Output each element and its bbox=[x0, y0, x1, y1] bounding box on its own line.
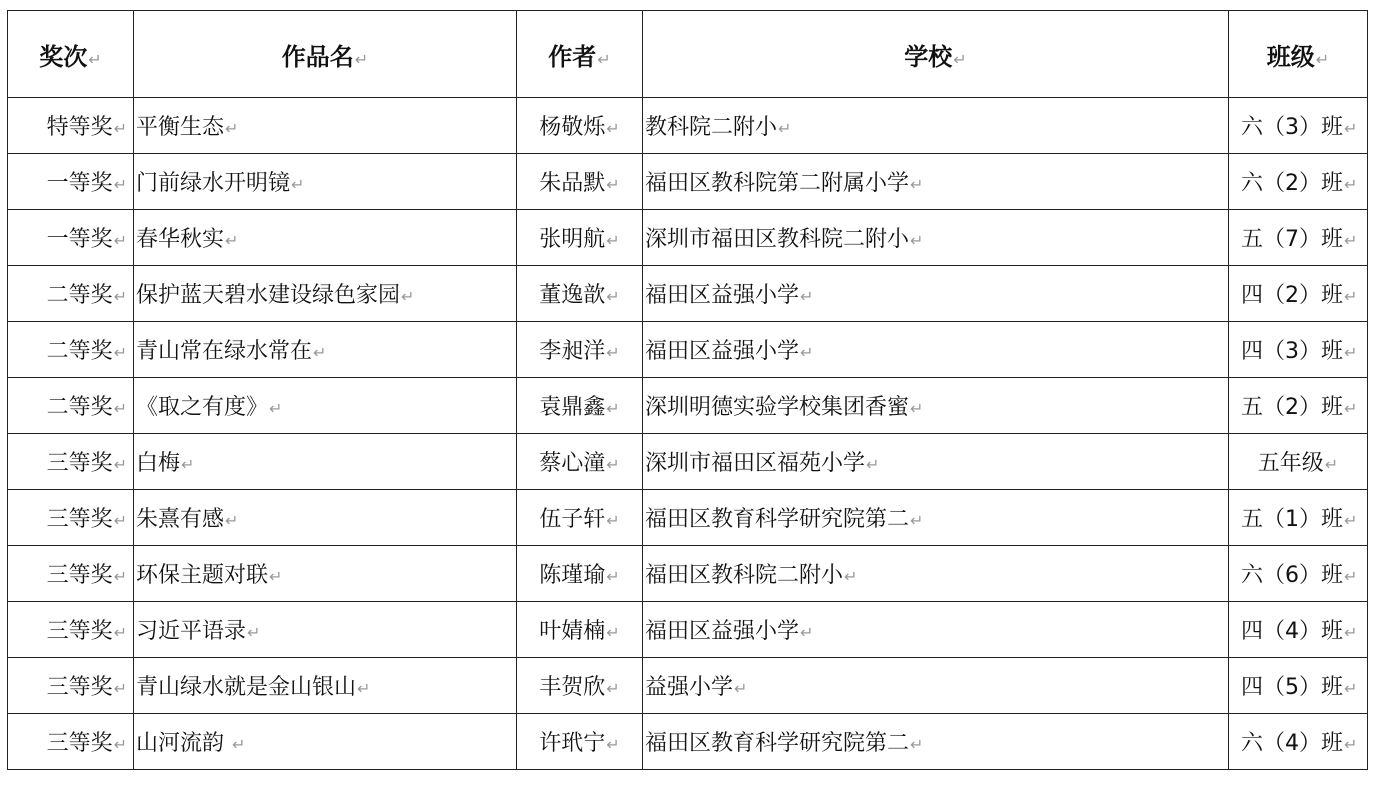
paragraph-mark-icon: ↵ bbox=[800, 287, 814, 306]
cell-award: 一等奖↵ bbox=[8, 210, 134, 266]
paragraph-mark-icon: ↵ bbox=[606, 567, 620, 586]
cell-school: 福田区教科院二附小↵ bbox=[643, 546, 1229, 602]
paragraph-mark-icon: ↵ bbox=[232, 735, 246, 754]
paragraph-mark-icon: ↵ bbox=[113, 399, 127, 418]
paragraph-mark-icon: ↵ bbox=[606, 175, 620, 194]
paragraph-mark-icon: ↵ bbox=[606, 287, 620, 306]
cell-class: 四（4）班↵ bbox=[1229, 602, 1368, 658]
header-award: 奖次↵ bbox=[8, 11, 134, 98]
cell-class: 六（3）班↵ bbox=[1229, 98, 1368, 154]
paragraph-mark-icon: ↵ bbox=[225, 119, 239, 138]
cell-author: 朱品默↵ bbox=[517, 154, 643, 210]
paragraph-mark-icon: ↵ bbox=[113, 119, 127, 138]
cell-author: 蔡心潼↵ bbox=[517, 434, 643, 490]
table-row bbox=[8, 546, 1368, 602]
paragraph-mark-icon: ↵ bbox=[1344, 343, 1358, 362]
header-author: 作者↵ bbox=[517, 11, 643, 98]
cell-award: 二等奖↵ bbox=[8, 378, 134, 434]
table-row bbox=[8, 434, 1368, 490]
table-row bbox=[8, 378, 1368, 434]
header-school: 学校↵ bbox=[643, 11, 1229, 98]
paragraph-mark-icon: ↵ bbox=[910, 735, 924, 754]
paragraph-mark-icon: ↵ bbox=[606, 511, 620, 530]
cell-class: 四（3）班↵ bbox=[1229, 322, 1368, 378]
cell-school: 深圳市福田区福苑小学↵ bbox=[643, 434, 1229, 490]
paragraph-mark-icon: ↵ bbox=[113, 623, 127, 642]
cell-class: 四（2）班↵ bbox=[1229, 266, 1368, 322]
cell-class: 五年级↵ bbox=[1229, 434, 1368, 490]
cell-author: 杨敬烁↵ bbox=[517, 98, 643, 154]
cell-award: 二等奖↵ bbox=[8, 322, 134, 378]
paragraph-mark-icon: ↵ bbox=[844, 567, 858, 586]
cell-work: 《取之有度》↵ bbox=[134, 378, 517, 434]
cell-school: 福田区益强小学↵ bbox=[643, 602, 1229, 658]
paragraph-mark-icon: ↵ bbox=[606, 679, 620, 698]
paragraph-mark-icon: ↵ bbox=[1315, 49, 1330, 69]
paragraph-mark-icon: ↵ bbox=[1344, 119, 1358, 138]
cell-school: 福田区教科院第二附属小学↵ bbox=[643, 154, 1229, 210]
paragraph-mark-icon: ↵ bbox=[113, 511, 127, 530]
paragraph-mark-icon: ↵ bbox=[291, 175, 305, 194]
cell-work: 青山常在绿水常在↵ bbox=[134, 322, 517, 378]
paragraph-mark-icon: ↵ bbox=[953, 49, 967, 69]
paragraph-mark-icon: ↵ bbox=[113, 287, 127, 306]
cell-work: 山河流韵 ↵ bbox=[134, 714, 517, 770]
cell-award: 二等奖↵ bbox=[8, 266, 134, 322]
cell-work: 白梅↵ bbox=[134, 434, 517, 490]
cell-work: 青山绿水就是金山银山↵ bbox=[134, 658, 517, 714]
table-row bbox=[8, 210, 1368, 266]
paragraph-mark-icon: ↵ bbox=[1344, 231, 1358, 250]
table-row bbox=[8, 602, 1368, 658]
cell-work: 保护蓝天碧水建设绿色家园↵ bbox=[134, 266, 517, 322]
paragraph-mark-icon: ↵ bbox=[606, 735, 620, 754]
paragraph-mark-icon: ↵ bbox=[910, 511, 924, 530]
paragraph-mark-icon: ↵ bbox=[113, 735, 127, 754]
cell-author: 袁鼎鑫↵ bbox=[517, 378, 643, 434]
cell-author: 李昶洋↵ bbox=[517, 322, 643, 378]
cell-school: 福田区益强小学↵ bbox=[643, 266, 1229, 322]
paragraph-mark-icon: ↵ bbox=[1344, 623, 1358, 642]
paragraph-mark-icon: ↵ bbox=[1344, 679, 1358, 698]
cell-work: 习近平语录↵ bbox=[134, 602, 517, 658]
cell-award: 三等奖↵ bbox=[8, 490, 134, 546]
cell-author: 丰贺欣↵ bbox=[517, 658, 643, 714]
header-row bbox=[8, 11, 1368, 98]
cell-class: 六（2）班↵ bbox=[1229, 154, 1368, 210]
paragraph-mark-icon: ↵ bbox=[1324, 455, 1339, 474]
paragraph-mark-icon: ↵ bbox=[113, 455, 127, 474]
paragraph-mark-icon: ↵ bbox=[225, 231, 239, 250]
cell-award: 三等奖↵ bbox=[8, 434, 134, 490]
paragraph-mark-icon: ↵ bbox=[800, 343, 814, 362]
paragraph-mark-icon: ↵ bbox=[269, 567, 283, 586]
paragraph-mark-icon: ↵ bbox=[113, 567, 127, 586]
paragraph-mark-icon: ↵ bbox=[113, 343, 127, 362]
paragraph-mark-icon: ↵ bbox=[1344, 511, 1358, 530]
table-row bbox=[8, 154, 1368, 210]
paragraph-mark-icon: ↵ bbox=[181, 455, 195, 474]
table-row bbox=[8, 322, 1368, 378]
cell-work: 环保主题对联↵ bbox=[134, 546, 517, 602]
cell-school: 福田区益强小学↵ bbox=[643, 322, 1229, 378]
paragraph-mark-icon: ↵ bbox=[910, 231, 924, 250]
paragraph-mark-icon: ↵ bbox=[225, 511, 239, 530]
paragraph-mark-icon: ↵ bbox=[1344, 287, 1358, 306]
paragraph-mark-icon: ↵ bbox=[88, 49, 102, 69]
paragraph-mark-icon: ↵ bbox=[113, 175, 127, 194]
paragraph-mark-icon: ↵ bbox=[778, 119, 792, 138]
paragraph-mark-icon: ↵ bbox=[606, 455, 620, 474]
cell-work: 朱熹有感↵ bbox=[134, 490, 517, 546]
cell-award: 三等奖↵ bbox=[8, 602, 134, 658]
paragraph-mark-icon: ↵ bbox=[1344, 175, 1358, 194]
cell-school: 深圳明德实验学校集团香蜜↵ bbox=[643, 378, 1229, 434]
cell-author: 许玳宁↵ bbox=[517, 714, 643, 770]
cell-author: 董逸歆↵ bbox=[517, 266, 643, 322]
paragraph-mark-icon: ↵ bbox=[1344, 567, 1358, 586]
cell-work: 门前绿水开明镜↵ bbox=[134, 154, 517, 210]
paragraph-mark-icon: ↵ bbox=[597, 49, 611, 69]
paragraph-mark-icon: ↵ bbox=[113, 679, 127, 698]
cell-class: 六（4）班↵ bbox=[1229, 714, 1368, 770]
paragraph-mark-icon: ↵ bbox=[910, 399, 924, 418]
cell-school: 教科院二附小↵ bbox=[643, 98, 1229, 154]
cell-work: 春华秋实↵ bbox=[134, 210, 517, 266]
cell-school: 深圳市福田区教科院二附小↵ bbox=[643, 210, 1229, 266]
paragraph-mark-icon: ↵ bbox=[606, 399, 620, 418]
paragraph-mark-icon: ↵ bbox=[313, 343, 327, 362]
table-row bbox=[8, 98, 1368, 154]
paragraph-mark-icon: ↵ bbox=[113, 231, 127, 250]
cell-school: 益强小学↵ bbox=[643, 658, 1229, 714]
paragraph-mark-icon: ↵ bbox=[910, 175, 924, 194]
cell-award: 三等奖↵ bbox=[8, 546, 134, 602]
paragraph-mark-icon: ↵ bbox=[866, 455, 880, 474]
paragraph-mark-icon: ↵ bbox=[357, 679, 371, 698]
cell-school: 福田区教育科学研究院第二↵ bbox=[643, 490, 1229, 546]
table-row bbox=[8, 490, 1368, 546]
cell-class: 五（7）班↵ bbox=[1229, 210, 1368, 266]
cell-award: 特等奖↵ bbox=[8, 98, 134, 154]
header-work: 作品名↵ bbox=[134, 11, 517, 98]
cell-class: 五（1）班↵ bbox=[1229, 490, 1368, 546]
cell-award: 三等奖↵ bbox=[8, 714, 134, 770]
cell-class: 五（2）班↵ bbox=[1229, 378, 1368, 434]
cell-award: 三等奖↵ bbox=[8, 658, 134, 714]
cell-class: 六（6）班↵ bbox=[1229, 546, 1368, 602]
paragraph-mark-icon: ↵ bbox=[606, 343, 620, 362]
paragraph-mark-icon: ↵ bbox=[606, 119, 620, 138]
cell-class: 四（5）班↵ bbox=[1229, 658, 1368, 714]
awards-table bbox=[7, 10, 1368, 770]
paragraph-mark-icon: ↵ bbox=[800, 623, 814, 642]
table-row bbox=[8, 266, 1368, 322]
table-row bbox=[8, 658, 1368, 714]
paragraph-mark-icon: ↵ bbox=[734, 679, 748, 698]
cell-award: 一等奖↵ bbox=[8, 154, 134, 210]
cell-author: 陈瑾瑜↵ bbox=[517, 546, 643, 602]
paragraph-mark-icon: ↵ bbox=[401, 287, 415, 306]
cell-school: 福田区教育科学研究院第二↵ bbox=[643, 714, 1229, 770]
paragraph-mark-icon: ↵ bbox=[606, 231, 620, 250]
cell-author: 伍子轩↵ bbox=[517, 490, 643, 546]
table-row bbox=[8, 714, 1368, 770]
header-class: 班级↵ bbox=[1229, 11, 1368, 98]
paragraph-mark-icon: ↵ bbox=[606, 623, 620, 642]
paragraph-mark-icon: ↵ bbox=[269, 399, 283, 418]
cell-author: 张明航↵ bbox=[517, 210, 643, 266]
paragraph-mark-icon: ↵ bbox=[354, 49, 369, 69]
cell-work: 平衡生态↵ bbox=[134, 98, 517, 154]
paragraph-mark-icon: ↵ bbox=[1344, 735, 1358, 754]
cell-author: 叶婧楠↵ bbox=[517, 602, 643, 658]
paragraph-mark-icon: ↵ bbox=[247, 623, 261, 642]
paragraph-mark-icon: ↵ bbox=[1344, 399, 1358, 418]
